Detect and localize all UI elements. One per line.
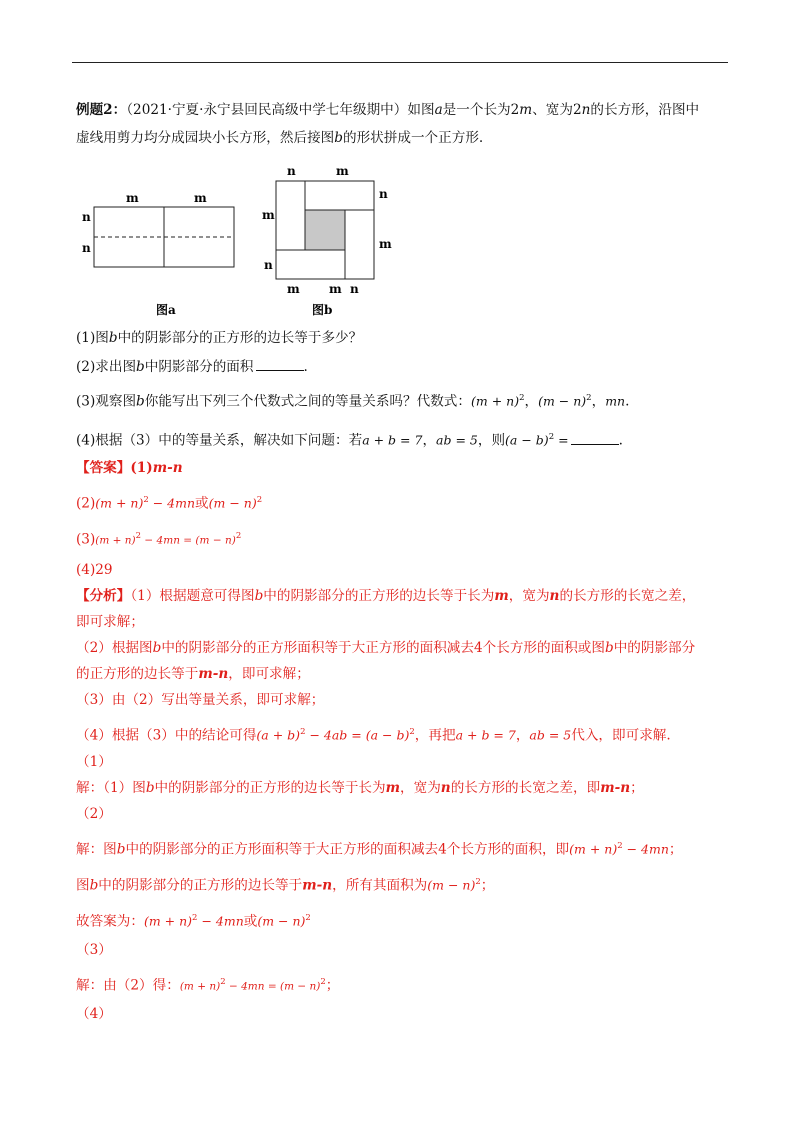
- solution-line-1: 解：（1）图b中的阴影部分的正方形的边长等于长为m，宽为n的长方形的长宽之差，即m-n；: [76, 780, 644, 796]
- fig-b-label-bottom-m2: m: [329, 282, 342, 296]
- figure-b: [258, 162, 398, 322]
- fig-a-label-m1: m: [126, 191, 139, 205]
- solution-part-3-label: （3）: [76, 942, 112, 958]
- answer-blank-2[interactable]: [256, 356, 304, 371]
- solution-line-4: 故答案为：$(m + n)^2 - 4mn$或$(m - n)^2$: [76, 913, 311, 930]
- fig-b-label-bottom-n: n: [350, 282, 359, 296]
- analysis-line-2: 即可求解；: [76, 614, 144, 630]
- analysis-line-3: （2）根据图b中的阴影部分的正方形面积等于大正方形的面积减去4个长方形的面积或图b中的阴影部分: [76, 640, 696, 656]
- fig-b-label-left-n: n: [264, 258, 273, 272]
- example-line-2: 虚线用剪力均分成园块小长方形，然后接图b的形状拼成一个正方形.: [76, 130, 484, 146]
- fig-b-label-top-n: n: [287, 164, 296, 178]
- answer-1: 【答案】(1)m-n: [76, 460, 183, 476]
- solution-line-5: 解：由（2）得：$(m + n)^2 - 4mn = (m - n)^2$；: [76, 977, 340, 994]
- solution-line-3: 图b中的阴影部分的正方形的边长等于m-n，所有其面积为$(m - n)^2$；: [76, 877, 495, 894]
- analysis-line-4: 的正方形的边长等于m-n，即可求解；: [76, 666, 310, 682]
- fig-a-label-n2: n: [82, 241, 91, 255]
- fig-b-label-bottom-m1: m: [287, 282, 300, 296]
- example-label: 例题2：: [76, 102, 127, 118]
- analysis-line-1: 【分析】（1）根据题意可得图b中的阴影部分的正方形的边长等于长为m，宽为n的长方形的长宽之差，: [76, 588, 696, 604]
- solution-part-2-label: （2）: [76, 806, 112, 822]
- question-2: (2)求出图b中阴影部分的面积 .: [76, 356, 728, 377]
- figure-a: [76, 185, 246, 320]
- question-3: (3)观察图b你能写出下列三个代数式之间的等量关系吗？代数式：$(m + n)^2$，$(m - n)^2$，mn.: [76, 393, 630, 410]
- answer-2: $(2)(m + n)^2 - 4mn$或$(m - n)^2$: [76, 495, 263, 512]
- solution-part-1-label: （1）: [76, 754, 112, 770]
- analysis-line-5: （3）由（2）写出等量关系，即可求解；: [76, 692, 325, 708]
- header-rule: [72, 62, 728, 63]
- fig-a-label-n1: n: [82, 210, 91, 224]
- answer-4: (4)29: [76, 562, 113, 578]
- answer-blank-4[interactable]: [571, 430, 619, 445]
- fig-b-label-right-n: n: [379, 187, 388, 201]
- answer-3: $(3)(m + n)^2 - 4mn = (m - n)^2$: [76, 531, 242, 548]
- fig-a-caption: 图a: [156, 303, 176, 317]
- fig-b-shaded-square: [305, 210, 345, 250]
- fig-b-caption: 图b: [312, 303, 333, 317]
- fig-b-label-right-m: m: [379, 237, 392, 251]
- solution-part-4-label: （4）: [76, 1006, 112, 1022]
- question-1: (1)图b中的阴影部分的正方形的边长等于多少？: [76, 330, 363, 346]
- fig-a-label-m2: m: [194, 191, 207, 205]
- example-line-1: 例题2：（2021·宁夏·永宁县回民高级中学七年级期中）如图a是一个长为2m、宽为2n的长方形，沿图中: [76, 102, 700, 118]
- question-4: (4)根据（3）中的等量关系，解决如下问题：若a + b = 7，ab = 5，则$(a - b)^2$ = .: [76, 427, 728, 451]
- fig-b-label-left-m: m: [262, 208, 275, 222]
- solution-line-2: 解：图b中的阴影部分的正方形面积等于大正方形的面积减去4个长方形的面积，即$(m + n)^2 - 4mn$；: [76, 841, 683, 858]
- fig-b-label-top-m: m: [336, 164, 349, 178]
- analysis-line-6: （4）根据（3）中的结论可得$(a + b)^2 - 4ab = (a - b)^2$，再把a + b = 7，ab = 5代入，即可求解.: [76, 727, 671, 744]
